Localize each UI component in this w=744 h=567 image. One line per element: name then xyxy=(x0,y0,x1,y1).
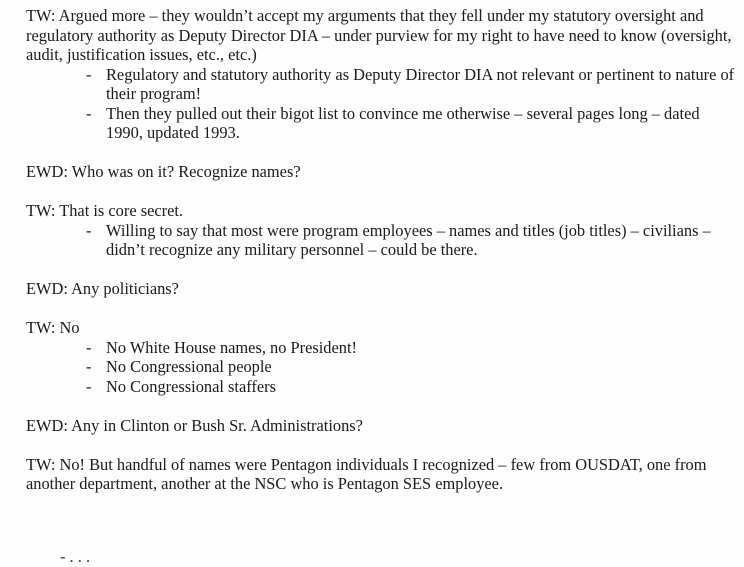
paragraph-tw-argued: TW: Argued more – they wouldn’t accept my arguments that they fell under my statutory oversight and regulatory authority as Deputy Director DIA – under purview for my right to have need to know (oversight, audit, justification issues, etc., etc.) xyxy=(26,6,732,64)
paragraph-gap xyxy=(26,299,736,319)
dash-marker: - xyxy=(86,103,92,123)
paragraph-ewd-politicians: EWD: Any politicians? xyxy=(26,279,179,298)
paragraph-tw-core-secret: TW: That is core secret. xyxy=(26,201,184,220)
bullet-text: Regulatory and statutory authority as Deputy Director DIA not relevant or pertinent to nature of their program! xyxy=(106,64,735,103)
bullet-list-3 xyxy=(26,338,736,397)
list-item xyxy=(86,377,736,397)
transcript-body xyxy=(26,6,736,494)
paragraph-gap xyxy=(26,260,736,280)
truncated-line: - . . . xyxy=(60,547,91,566)
paragraph-ewd-who: EWD: Who was on it? Recognize names? xyxy=(26,162,301,181)
bullet-text: Willing to say that most were program employees – names and titles (job titles) – civilians – didn’t recognize any military personnel – could be there. xyxy=(106,220,711,259)
paragraph-tw-pentagon: TW: No! But handful of names were Pentagon individuals I recognized – few from OUSDAT, one from another department, another at the NSC who is Pentagon SES employee. xyxy=(26,454,707,493)
dash-marker: - xyxy=(86,337,92,357)
paragraph-gap xyxy=(26,143,736,163)
bullet-text: No White House names, no President! xyxy=(106,337,357,357)
list-item xyxy=(86,65,736,104)
bullet-text: No Congressional people xyxy=(106,357,272,376)
dash-marker: - xyxy=(86,357,92,376)
paragraph-gap xyxy=(26,396,736,416)
paragraph-gap xyxy=(26,435,736,455)
bullet-text: No Congressional staffers xyxy=(106,376,276,396)
list-item xyxy=(86,221,736,260)
bullet-text: Then they pulled out their bigot list to convince me otherwise – several pages long – dated 1990, updated 1993. xyxy=(106,103,700,142)
paragraph-tw-no: TW: No xyxy=(26,318,80,337)
dash-marker: - xyxy=(86,220,92,240)
list-item xyxy=(86,104,736,143)
dash-marker: - xyxy=(86,376,92,396)
list-item xyxy=(86,357,736,377)
paragraph-gap xyxy=(26,182,736,202)
dash-marker: - xyxy=(86,64,92,84)
bullet-list-2 xyxy=(26,221,736,260)
paragraph-ewd-administrations: EWD: Any in Clinton or Bush Sr. Administrations? xyxy=(26,415,363,435)
bullet-list-1 xyxy=(26,65,736,143)
list-item xyxy=(86,338,736,358)
